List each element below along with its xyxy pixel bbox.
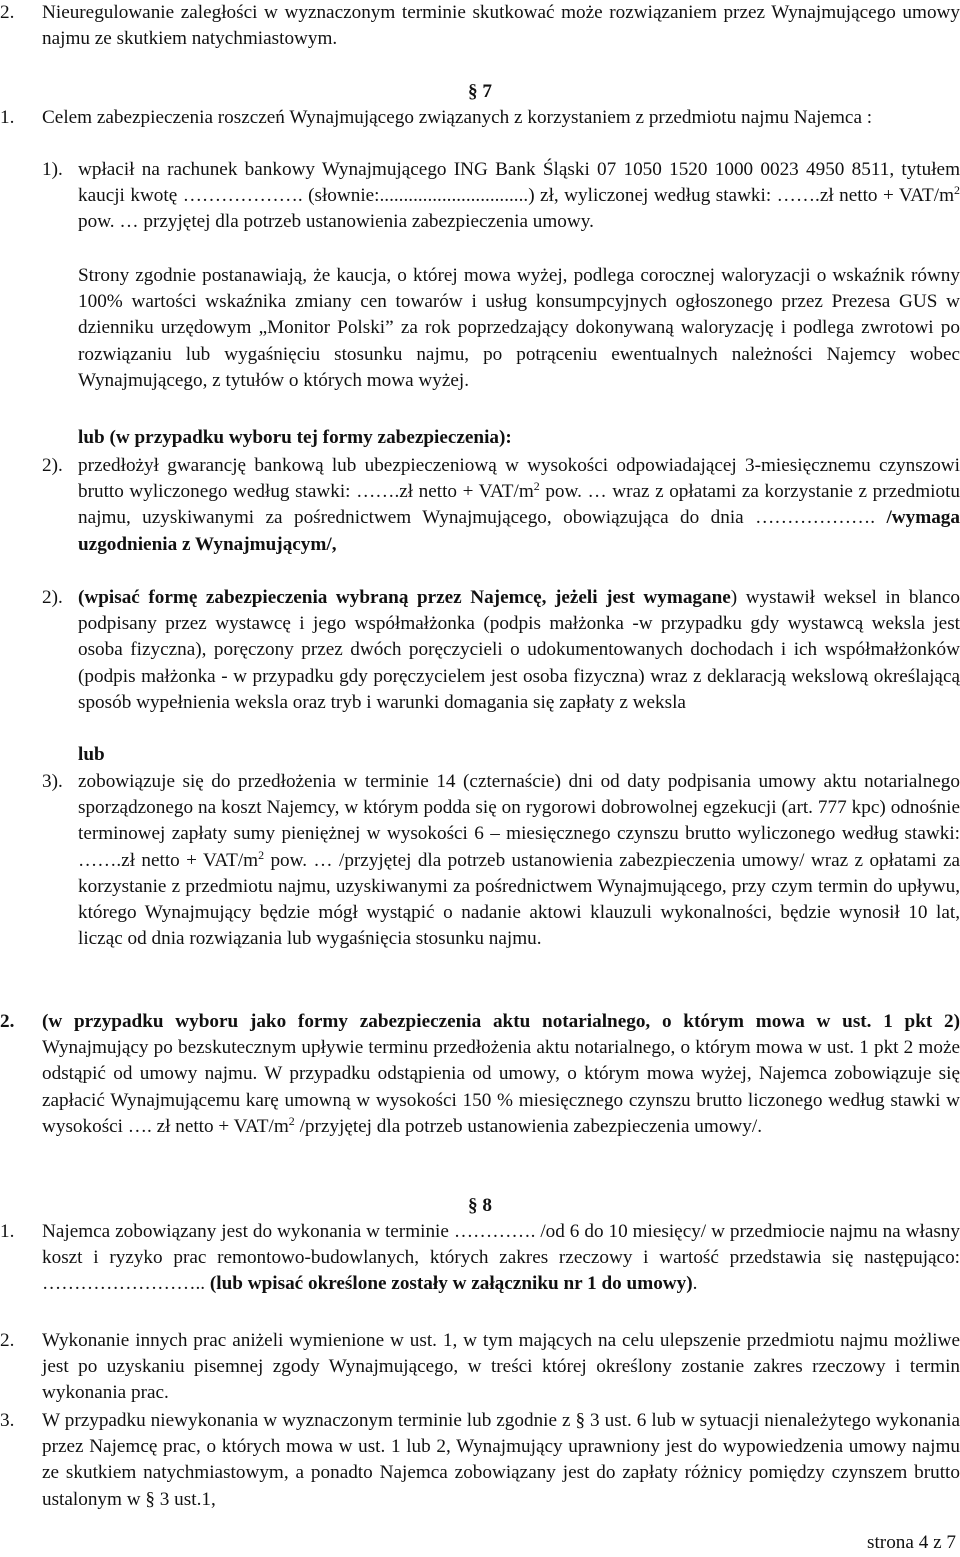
- item-number: 1).: [42, 159, 63, 180]
- item-text: wpłacił na rachunek bankowy Wynajmującego ING Bank Śląski 07 1050 1520 1000 0023 4950 8511, tytułem kaucji kwotę ………………. (słownie:...............................) zł, wyliczonej według stawki: …….zł netto + VAT/$m^2$ pow. … przyjętej dla potrzeb ustanowienia zabezpieczenia umowy.: [78, 159, 960, 233]
- section-heading-7: § 7: [468, 81, 492, 102]
- paragraph-number: 2.: [0, 2, 15, 23]
- paragraph-number: 1.: [0, 1221, 15, 1242]
- item-number: 2).: [42, 455, 63, 476]
- paragraph-text: Nieuregulowanie zaległości w wyznaczonym terminie skutkować może rozwiązaniem przez Wynajmującego umowy najmu ze skutkiem natychmiastowym.: [42, 2, 960, 50]
- section-8-paragraph-1: [0, 1219, 960, 1298]
- page-number: strona 4 z 7: [867, 1532, 956, 1553]
- item-text: zobowiązuje się do przedłożenia w terminie 14 (czternaście) dni od daty podpisania umowy aktu notarialnego sporządzonego na koszt Najemcy, w którym podda się on rygorowi dobrowolnej egzekucji (art. 777 kpc) odnośnie terminowej zapłaty sumy pieniężnej w wysokości 6 – miesięcznego czynszu brutto wyliczonego według stawki: …….zł netto + VAT/$m^2$ pow. … /przyjętej dla potrzeb ustanowienia zabezpieczenia umowy/ wraz z opłatami za korzystanie z przedmiotu najmu, uzyskiwanymi za pośrednictwem Wynajmującego, przy czym termin do upływu, którego Wynajmujący będzie mógł wystąpić o nadanie aktowi klauzuli wykonalności, będzie wynosił 10 lat, licząc od dnia rozwiązania lub wygaśnięcia stosunku najmu.: [78, 771, 960, 950]
- paragraph-number: 2.: [0, 1011, 15, 1032]
- deposit-indexation-text: Strony zgodnie postanawiają, że kaucja, o której mowa wyżej, podlega corocznej waloryzacji o wskaźnik równy 100% wartości wskaźnika zmiany cen towarów i usług konsumpcyjnych ogłoszonego przez Prezesa GUS w dzienniku urzędowym „Monitor Polski” za rok poprzedzający dokonywaną waloryzację i podlega zwrotowi po rozwiązaniu lub wygaśnięciu stosunku najmu, po potrąceniu ewentualnych należności Najemcy wobec Wynajmującego, z tytułów o których mowa wyżej.: [78, 265, 960, 391]
- paragraph-text: Najemca zobowiązany jest do wykonania w terminie …………. /od 6 do 10 miesięcy/ w przedmiocie najmu na własny koszt i ryzyko prac remontowo-budowlanych, których zakres rzeczowy i wartość przedstawia się następująco: …………………….. (lub wpisać określone zostały w załączniku nr 1 do umowy).: [42, 1221, 960, 1295]
- or-label: lub: [78, 744, 105, 765]
- paragraph-text: (w przypadku wyboru jako formy zabezpieczenia aktu notarialnego, o którym mowa w ust. 1 pkt 2) Wynajmujący po bezskutecznym upływie terminu przedłożenia aktu notarialnego, o którym mowa w ust. 1 pkt 2 może odstąpić od umowy najmu. W przypadku odstąpienia od umowy, o którym mowa wyżej, Najemca zobowiązuje się zapłacić Wynajmującemu karę umowną w wysokości 150 % miesięcznego czynszu brutto liczonego według stawki w wysokości …. zł netto + VAT/$m^2$ /przyjętej dla potrzeb ustanowienia zabezpieczenia umowy/.: [42, 1011, 960, 1137]
- section-7-paragraph-1: [0, 105, 960, 131]
- section-7-item-2b: [0, 585, 960, 716]
- paragraph-number: 3.: [0, 1410, 15, 1431]
- paragraph-text: W przypadku niewykonania w wyznaczonym terminie lub zgodnie z § 3 ust. 6 lub w sytuacji nienależytego wykonania przez Najemcę prac, o których mowa w ust. 1 lub 2, Wynajmujący uprawniony jest do wypowiedzenia umowy najmu ze skutkiem natychmiastowym, a ponadto Najemca zobowiązany jest do zapłaty różnicy pomiędzy czynszem brutto ustalonym w § 3 ust.1,: [42, 1410, 960, 1510]
- section-8-paragraph-2: [0, 1328, 960, 1407]
- paragraph-number: 1.: [0, 107, 15, 128]
- paragraph-number: 2.: [0, 1330, 15, 1351]
- item-number: 2).: [42, 587, 63, 608]
- section-7-item-1: [0, 157, 960, 236]
- alternative-choice-label: lub (w przypadku wyboru tej formy zabezpieczenia):: [78, 427, 512, 448]
- section-7-item-3: [0, 769, 960, 952]
- section-heading-8: § 8: [468, 1195, 492, 1216]
- section-8-paragraph-3: [0, 1408, 960, 1513]
- section-7-item-2: [0, 453, 960, 558]
- paragraph-2-prev: [0, 0, 960, 52]
- paragraph-text: Celem zabezpieczenia roszczeń Wynajmującego związanych z korzystaniem z przedmiotu najmu Najemca :: [42, 107, 873, 128]
- paragraph-text: Wykonanie innych prac aniżeli wymienione w ust. 1, w tym mających na celu ulepszenie przedmiotu najmu możliwe jest po uzyskaniu pisemnej zgody Wynajmującego, w treści której określony zostanie zakres rzeczowy i termin wykonania prac.: [42, 1330, 960, 1404]
- item-number: 3).: [42, 771, 63, 792]
- item-text: (wpisać formę zabezpieczenia wybraną przez Najemcę, jeżeli jest wymagane) wystawił weksel in blanco podpisany przez wystawcę i jego współmałżonka (podpis małżonka -w przypadku gdy wystawcą weksla jest osoba fizyczna), poręczony przez dwóch poręczycieli o udokumentowanych dochodach i ich współmałżonków (podpis małżonka - w przypadku gdy poręczycielem jest osoba fizyczna) wraz z deklaracją wekslową określającą sposób wypełnienia weksla oraz tryb i warunki domagania się zapłaty z weksla: [78, 587, 960, 713]
- section-7-paragraph-2: [0, 1009, 960, 1140]
- item-text: przedłożył gwarancję bankową lub ubezpieczeniową w wysokości odpowiadającej 3-miesięcznemu czynszowi brutto wyliczonego według stawki: …….zł netto + VAT/$m^2$ pow. … wraz z opłatami za korzystanie z przedmiotu najmu, uzyskiwanymi za pośrednictwem Wynajmującego, obowiązująca do dnia ………………. /wymaga uzgodnienia z Wynajmującym/,: [78, 455, 960, 555]
